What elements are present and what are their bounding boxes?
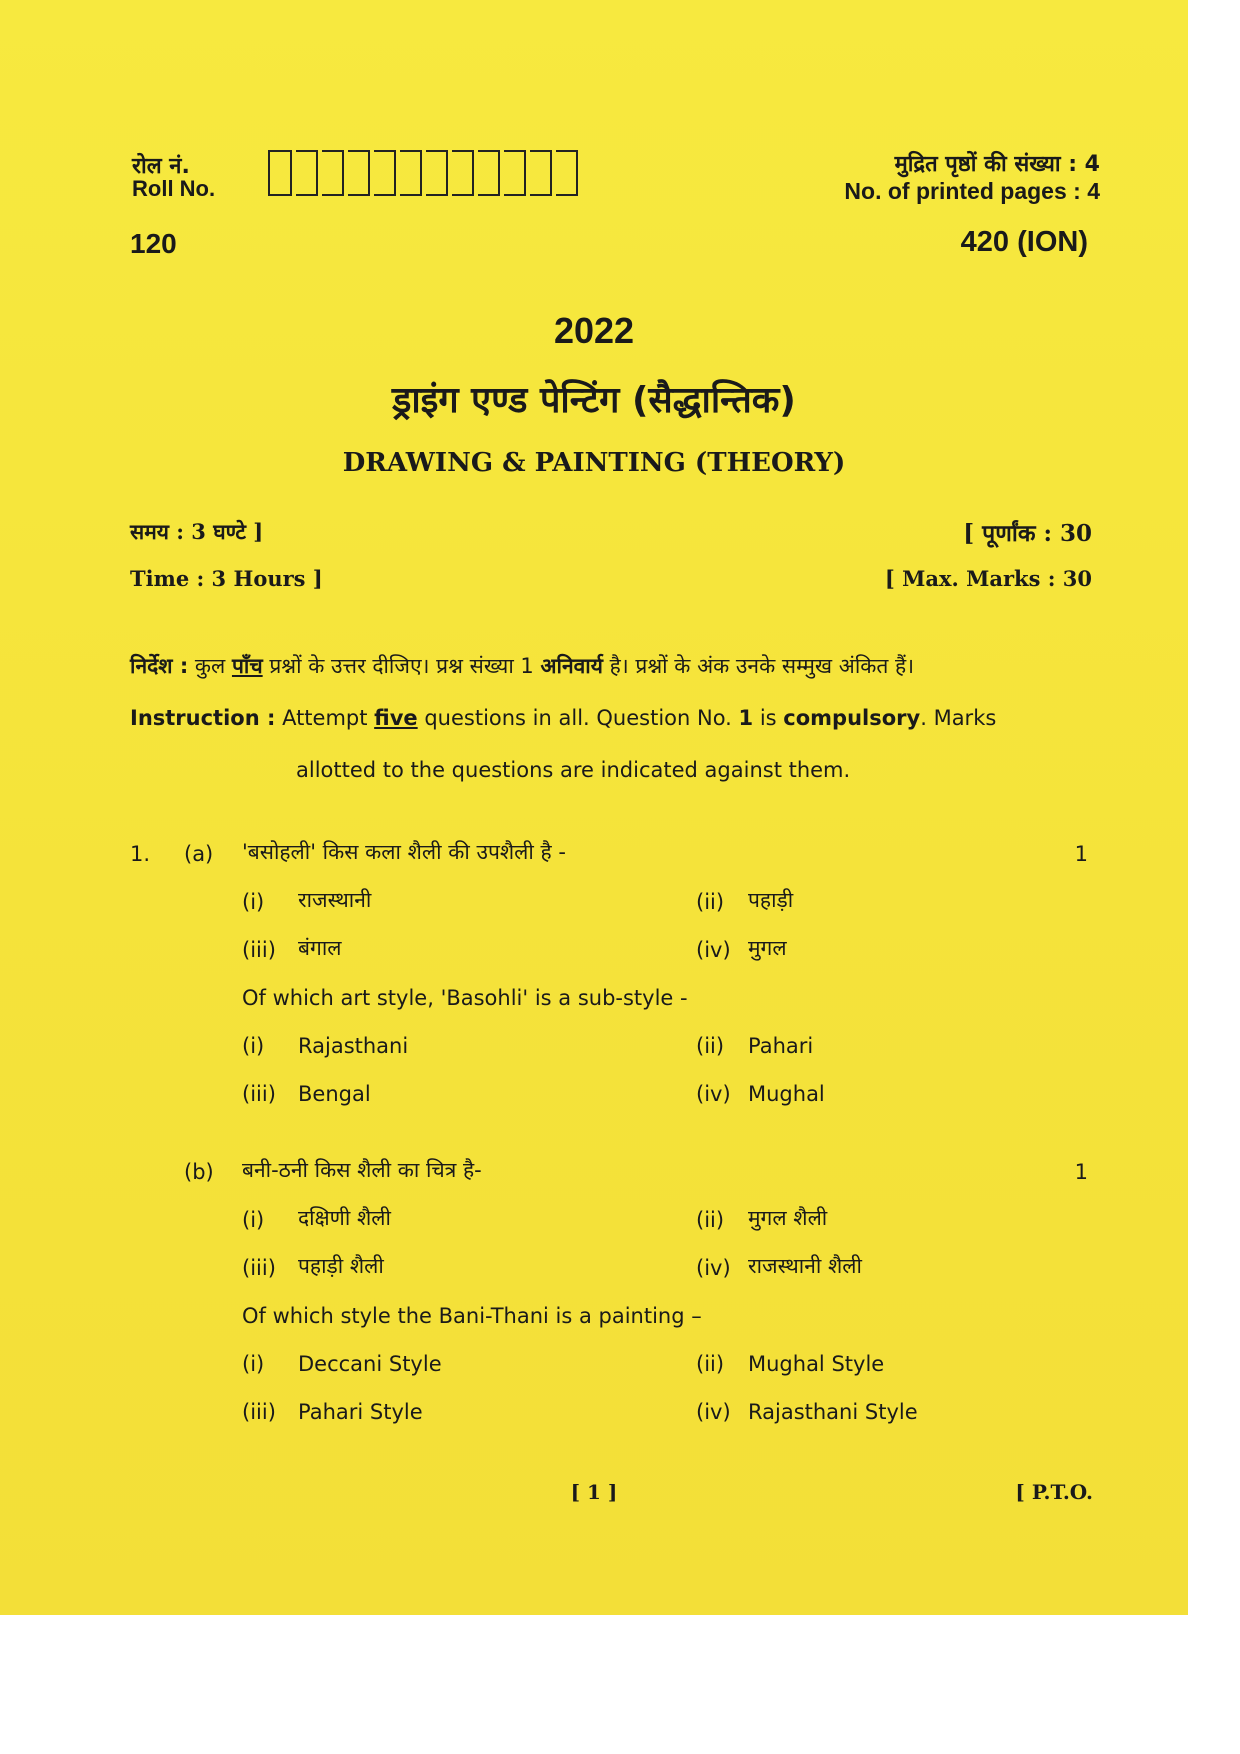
max-marks-english: [ Max. Marks : 30: [884, 566, 1092, 591]
question-a-text-english: Of which art style, 'Basohli' is a sub-style -: [242, 986, 688, 1010]
subject-title-english: DRAWING & PAINTING (THEORY): [342, 448, 846, 478]
option-text: राजस्थानी: [298, 888, 372, 912]
instruction-five-hindi: पाँच: [231, 654, 263, 678]
roll-digit-box[interactable]: [504, 150, 526, 196]
question-b-marks: 1: [1074, 1160, 1088, 1184]
instruction-question-number: 1: [738, 706, 754, 730]
roll-digit-box[interactable]: [270, 150, 292, 196]
roll-digit-box[interactable]: [452, 150, 474, 196]
paper-code-right: 420 (ION): [960, 226, 1088, 258]
option-text: Pahari Style: [298, 1400, 423, 1424]
option-number: (ii): [696, 1352, 725, 1376]
roll-digit-box[interactable]: [374, 150, 396, 196]
option-number: (i): [242, 1208, 265, 1232]
instruction-text: है। प्रश्नों के अंक उनके सम्मुख अंकित हैं।: [602, 654, 915, 678]
roll-digit-box[interactable]: [556, 150, 578, 196]
option-text: मुगल: [748, 936, 787, 960]
option-text: Mughal Style: [748, 1352, 885, 1376]
roll-digit-box[interactable]: [400, 150, 422, 196]
option-text: Rajasthani: [298, 1034, 409, 1058]
instruction-text: प्रश्नों के उत्तर दीजिए। प्रश्न संख्या 1: [262, 654, 541, 678]
option-number: (iii): [242, 1082, 276, 1106]
exam-year: 2022: [553, 310, 635, 351]
question-a-text-hindi: 'बसोहली' किस कला शैली की उपशैली है -: [242, 840, 566, 864]
option-number: (iii): [242, 1256, 276, 1280]
instruction-compulsory-hindi: अनिवार्य: [540, 654, 603, 678]
option-text: Pahari: [748, 1034, 814, 1058]
instruction-english-line2: allotted to the questions are indicated against them.: [296, 758, 851, 782]
option-text: दक्षिणी शैली: [298, 1206, 391, 1230]
option-number: (i): [242, 1034, 265, 1058]
option-text: बंगाल: [298, 936, 342, 960]
instruction-english-label: Instruction :: [130, 706, 276, 730]
instruction-text: questions in all. Question No.: [417, 706, 739, 730]
instruction-hindi: [130, 652, 914, 680]
instruction-text: . Marks: [920, 706, 997, 730]
roll-digit-box[interactable]: [478, 150, 500, 196]
question-b-text-hindi: बनी-ठनी किस शैली का चित्र है-: [242, 1158, 482, 1182]
printed-pages-hindi: मुद्रित पृष्ठों की संख्या : 4: [894, 152, 1100, 177]
option-number: (iv): [696, 1256, 731, 1280]
option-text: Bengal: [298, 1082, 371, 1106]
question-b-label: (b): [184, 1160, 214, 1184]
option-number: (ii): [696, 1208, 725, 1232]
option-number: (iii): [242, 938, 276, 962]
question-a-label: (a): [184, 842, 214, 866]
max-marks-hindi: [ पूर्णांक : 30: [963, 520, 1092, 547]
question-number: 1.: [130, 842, 151, 866]
instruction-english: [130, 706, 996, 730]
time-english: Time : 3 Hours ]: [130, 566, 323, 591]
instruction-five-english: five: [374, 706, 418, 730]
option-number: (iv): [696, 1400, 731, 1424]
question-a-marks: 1: [1074, 842, 1088, 866]
printed-pages-english: No. of printed pages : 4: [844, 178, 1100, 204]
roll-number-boxes[interactable]: [268, 150, 582, 196]
option-number: (ii): [696, 890, 725, 914]
option-text: मुगल शैली: [748, 1206, 828, 1230]
option-text: पहाड़ी शैली: [298, 1254, 384, 1278]
instruction-text: Attempt: [275, 706, 375, 730]
roll-label-english: Roll No.: [132, 176, 216, 201]
roll-digit-box[interactable]: [296, 150, 318, 196]
instruction-text: कुल: [188, 654, 232, 678]
option-number: (i): [242, 890, 265, 914]
option-number: (iii): [242, 1400, 276, 1424]
option-text: Rajasthani Style: [748, 1400, 918, 1424]
option-number: (iv): [696, 1082, 731, 1106]
roll-digit-box[interactable]: [348, 150, 370, 196]
subject-title-hindi: ड्राइंग एण्ड पेन्टिंग (सैद्धान्तिक): [392, 380, 796, 421]
option-text: पहाड़ी: [748, 888, 794, 912]
instruction-compulsory-english: compulsory: [783, 706, 921, 730]
option-number: (i): [242, 1352, 265, 1376]
please-turn-over: [ P.T.O.: [1015, 1480, 1093, 1504]
option-text: Mughal: [748, 1082, 825, 1106]
paper-code-left: 120: [130, 228, 177, 259]
option-text: राजस्थानी शैली: [748, 1254, 862, 1278]
instruction-hindi-label: निर्देश :: [130, 654, 189, 678]
page-number: [ 1 ]: [570, 1480, 618, 1504]
time-hindi: समय : 3 घण्टे ]: [130, 519, 264, 544]
roll-digit-box[interactable]: [426, 150, 448, 196]
option-number: (iv): [696, 938, 731, 962]
roll-label-hindi: रोल नं.: [132, 154, 190, 179]
option-number: (ii): [696, 1034, 725, 1058]
option-text: Deccani Style: [298, 1352, 442, 1376]
question-b-text-english: Of which style the Bani-Thani is a painting –: [242, 1304, 702, 1328]
instruction-text: is: [753, 706, 784, 730]
roll-digit-box[interactable]: [530, 150, 552, 196]
roll-digit-box[interactable]: [322, 150, 344, 196]
